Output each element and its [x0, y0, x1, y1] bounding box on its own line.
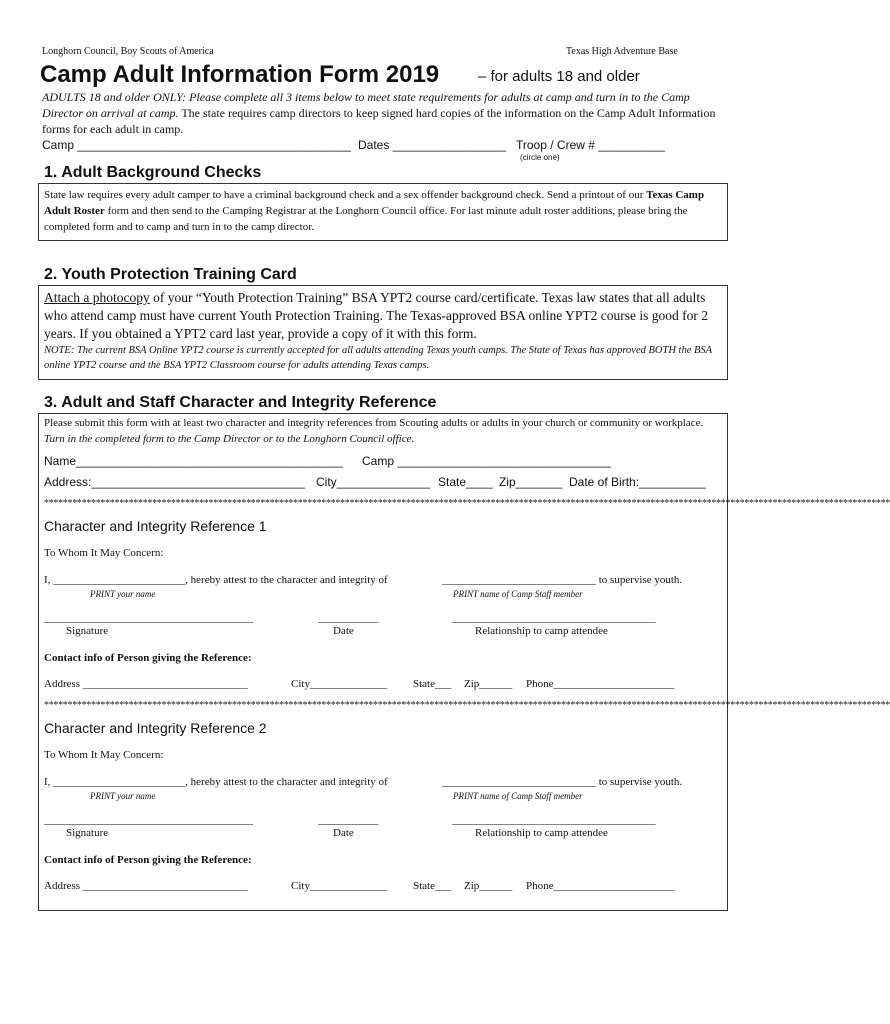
ref1-attest-field[interactable]: I, ________________________, hereby attest to the character and integrity of — [44, 574, 388, 586]
ref1-print-name-label: PRINT your name — [90, 589, 156, 599]
intro-paragraph — [42, 89, 732, 137]
ref2-address-field[interactable]: Address ______________________________ — [44, 880, 248, 892]
state-field[interactable]: State____ — [438, 475, 493, 489]
ref1-date-line[interactable]: ___________ — [318, 612, 379, 624]
ref2-date-label: Date — [333, 827, 354, 839]
ref2-city-field[interactable]: City______________ — [291, 880, 387, 892]
camp-name-field[interactable]: Camp ________________________________ — [362, 454, 611, 468]
section2-heading: 2. Youth Protection Training Card — [44, 266, 297, 283]
ref1-staff-field[interactable]: ____________________________ to supervise youth. — [442, 574, 683, 586]
ref1-date-label: Date — [333, 625, 354, 637]
section2-body: of your “Youth Protection Training” BSA YPT2 course card/certificate. Texas law states that all adults who attend camp must have current Youth Protection Training. The Texas-approved BSA online YPT2 course is good for 2 years. If you obtained a YPT2 card last year, provide a copy of it with this form. — [44, 290, 708, 341]
ref1-print-staff-label: PRINT name of Camp Staff member — [453, 589, 583, 599]
org-name: Longhorn Council, Boy Scouts of America — [42, 46, 214, 57]
ref1-signature-line[interactable]: ______________________________________ — [44, 612, 253, 624]
ref2-print-staff-label: PRINT name of Camp Staff member — [453, 791, 583, 801]
section3-heading: 3. Adult and Staff Character and Integrity Reference — [44, 394, 437, 411]
ref2-signature-label: Signature — [66, 827, 109, 839]
zip-field[interactable]: Zip_______ — [499, 475, 563, 489]
base-name: Texas High Adventure Base — [566, 46, 678, 57]
ref2-print-name-label: PRINT your name — [90, 791, 156, 801]
intro-plain: The state requires camp directors to keep signed hard copies of the information on the Camp Adult Information forms for each adult in camp. — [42, 106, 716, 136]
ref1-greeting: To Whom It May Concern: — [44, 547, 164, 559]
ref1-state-field[interactable]: State___ — [413, 678, 452, 690]
ref1-signature-label: Signature — [66, 625, 109, 637]
intro-italic: ADULTS 18 and older ONLY: Please complete all 3 items below to meet state requirements for adults at camp and turn in to the Camp Director on arrival at camp. — [42, 90, 690, 120]
ref2-attest-field[interactable]: I, ________________________, hereby attest to the character and integrity of — [44, 776, 388, 788]
ref2-phone-field[interactable]: Phone______________________ — [526, 880, 675, 892]
ref2-greeting: To Whom It May Concern: — [44, 749, 164, 761]
address-field[interactable]: Address:________________________________ — [44, 475, 305, 489]
ref1-relationship-label: Relationship to camp attendee — [475, 625, 608, 637]
divider-stars: ************************************************************************************************************************************************************************************ — [44, 700, 890, 711]
ref2-contact-heading: Contact info of Person giving the Reference: — [44, 854, 252, 866]
ref2-relationship-line[interactable]: _____________________________________ — [452, 814, 656, 826]
ref2-heading: Character and Integrity Reference 2 — [44, 720, 267, 736]
ref1-zip-field[interactable]: Zip______ — [464, 678, 513, 690]
ref2-date-line[interactable]: ___________ — [318, 814, 379, 826]
camp-field[interactable]: Camp _________________________________________ — [42, 138, 351, 152]
dates-field[interactable]: Dates _________________ — [358, 138, 507, 152]
ref1-contact-heading: Contact info of Person giving the Reference: — [44, 652, 252, 664]
ref1-city-field[interactable]: City______________ — [291, 678, 387, 690]
divider-stars: ************************************************************************************************************************************************************************************ — [44, 498, 890, 509]
section2-note: NOTE: The current BSA Online YPT2 course is currently accepted for all adults attending Texas youth camps. The State of Texas has approved BOTH the BSA online YPT2 course and the BSA YPT2 Classroom course for adults attending Texas camps. — [44, 345, 712, 371]
ref2-zip-field[interactable]: Zip______ — [464, 880, 513, 892]
section3-intro — [44, 415, 724, 447]
section3-intro-italic: Turn in the completed form to the Camp Director or to the Longhorn Council office. — [44, 433, 415, 445]
section1-text-a: State law requires every adult camper to have a criminal background check and a sex offender background check. Send a printout of our — [44, 189, 647, 201]
page-title: Camp Adult Information Form 2019 — [40, 61, 440, 88]
ref2-signature-line[interactable]: ______________________________________ — [44, 814, 253, 826]
ref2-staff-field[interactable]: ____________________________ to supervise youth. — [442, 776, 683, 788]
section1-heading: 1. Adult Background Checks — [44, 164, 262, 181]
ref2-relationship-label: Relationship to camp attendee — [475, 827, 608, 839]
section1-text — [44, 187, 724, 235]
section1-text-b: form and then send to the Camping Registrar at the Longhorn Council office. For last minute adult roster additions, please bring the completed form and to camp and turn in to the camp director. — [44, 205, 688, 233]
ref2-state-field[interactable]: State___ — [413, 880, 452, 892]
section2-text — [44, 289, 724, 343]
page-title-suffix: – for adults 18 and older — [478, 68, 640, 85]
circle-one-note: (circle one) — [520, 153, 560, 162]
roster-form-name: Texas Camp Adult Roster — [44, 189, 705, 217]
date-of-birth-field[interactable]: Date of Birth:__________ — [569, 475, 706, 489]
section3-intro-plain: Please submit this form with at least two character and integrity references from Scouting adults or adults in your church or community or workplace. — [44, 417, 704, 429]
troop-crew-field[interactable]: Troop / Crew # __________ — [516, 138, 665, 152]
ref1-address-field[interactable]: Address ______________________________ — [44, 678, 248, 690]
city-field[interactable]: City______________ — [316, 475, 431, 489]
ref1-heading: Character and Integrity Reference 1 — [44, 518, 267, 534]
name-field[interactable]: Name________________________________________ — [44, 454, 343, 468]
attach-photocopy: Attach a photocopy — [44, 290, 150, 305]
ref1-phone-field[interactable]: Phone______________________ — [526, 678, 675, 690]
ref1-relationship-line[interactable]: _____________________________________ — [452, 612, 656, 624]
